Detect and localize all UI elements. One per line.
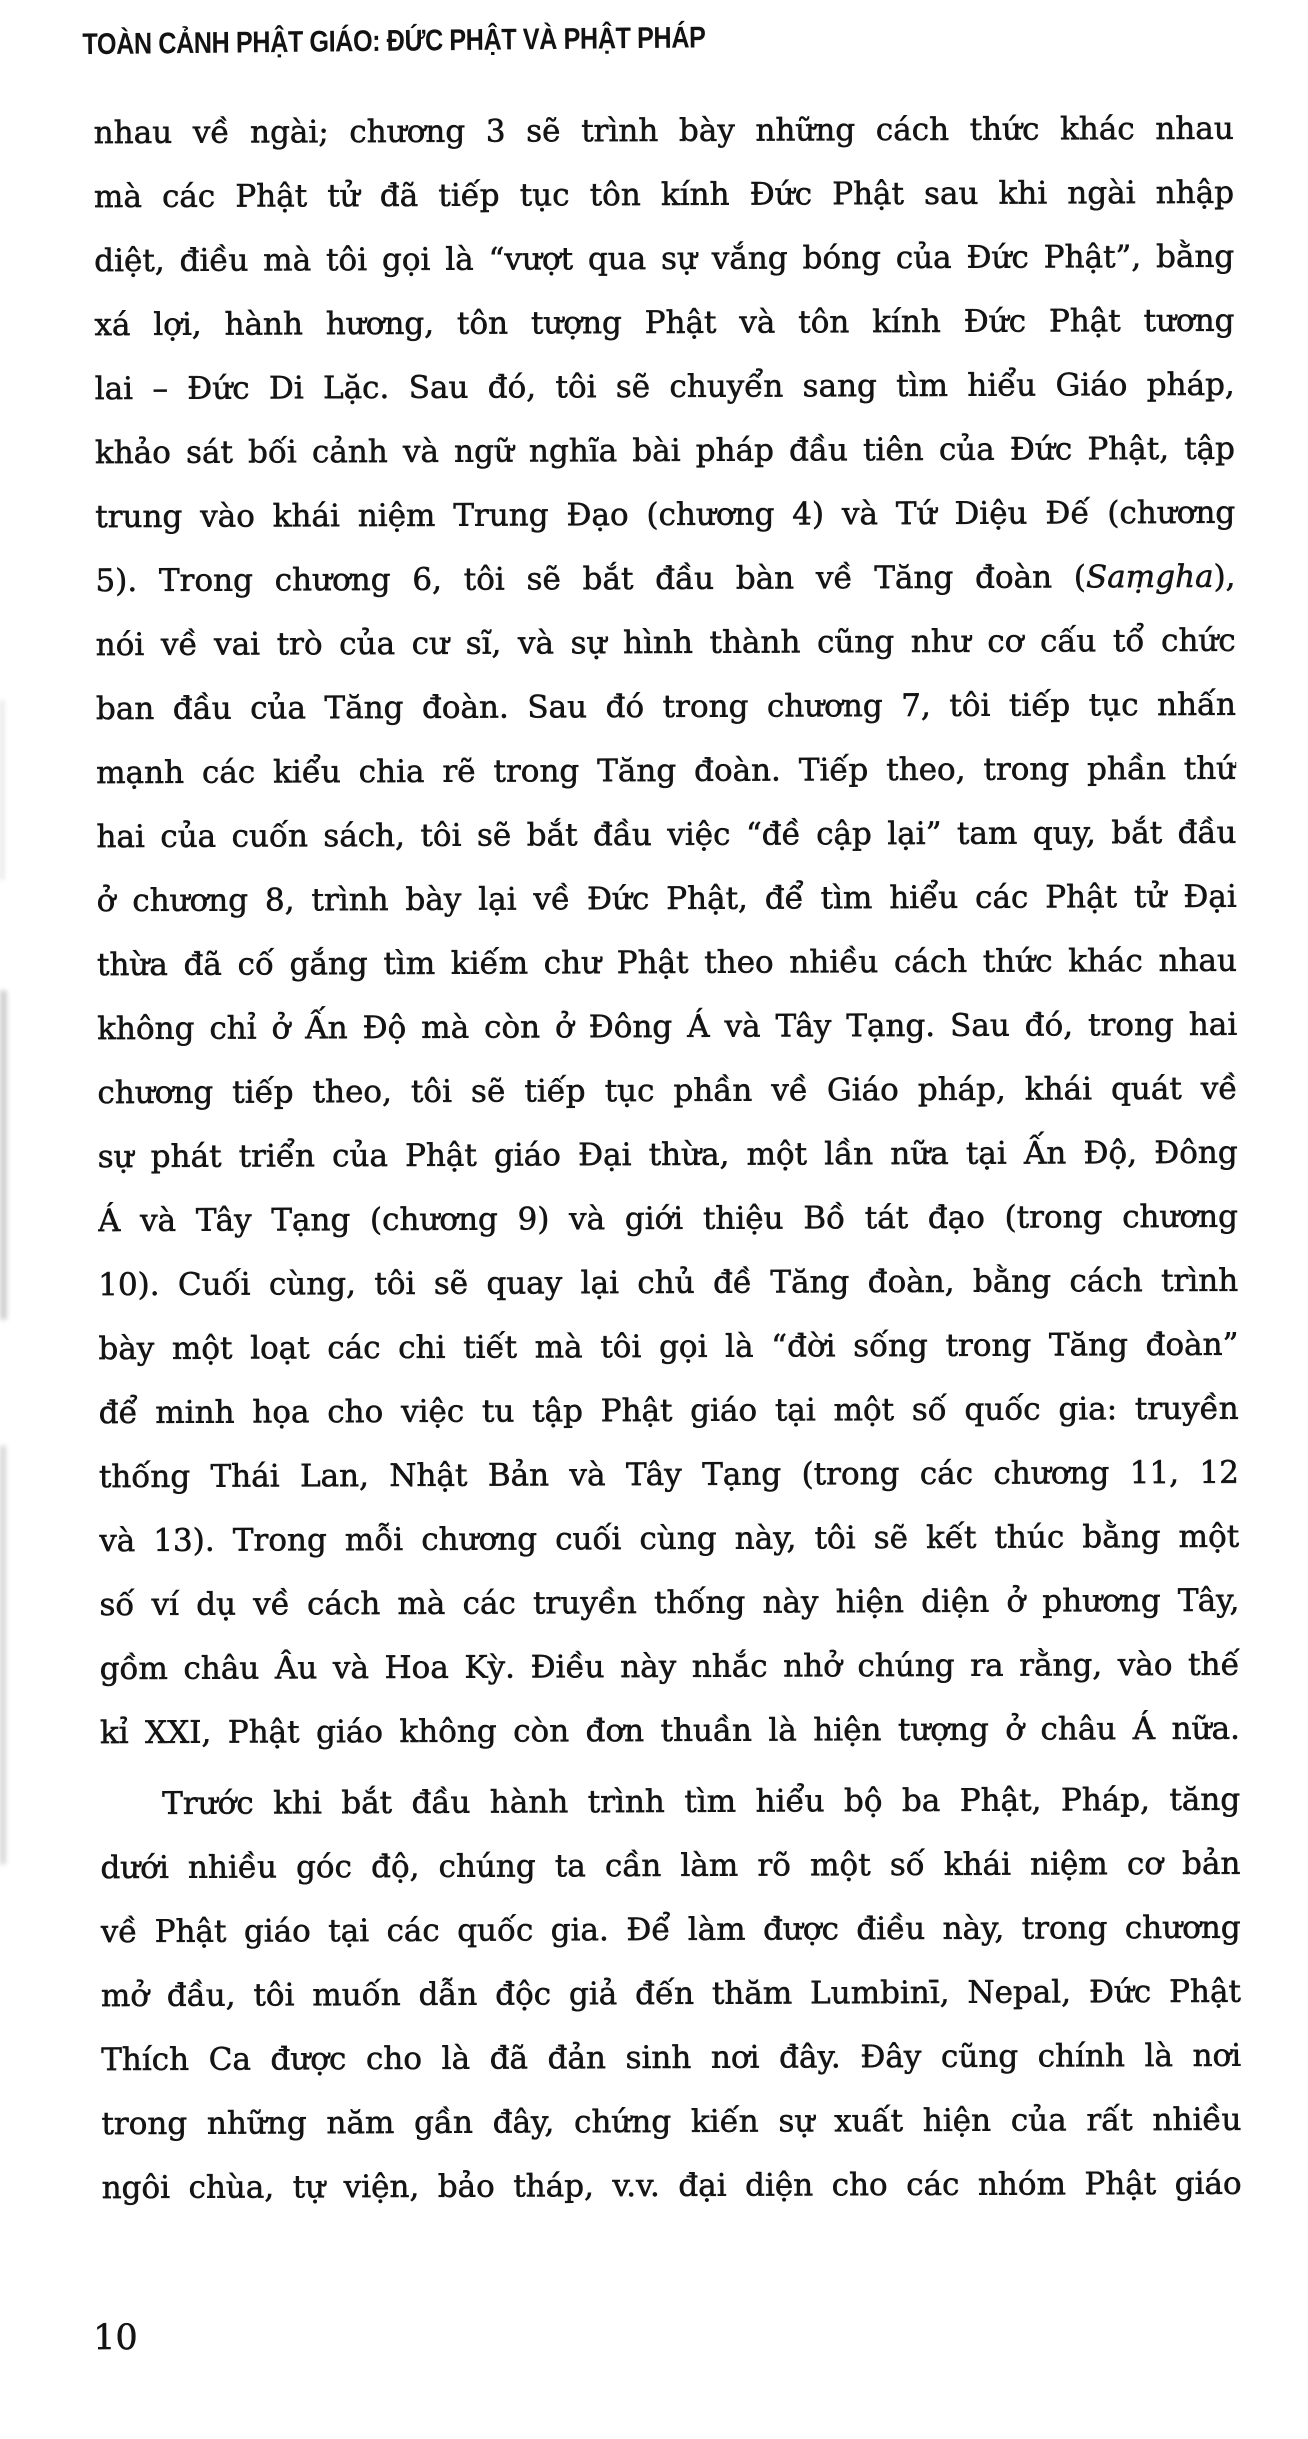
text-line (95, 481, 1235, 549)
text-line (98, 1185, 1238, 1253)
text-line (98, 1249, 1238, 1317)
text-segment: và 13). Trong mỗi chương cuối cùng này, tôi sẽ kết thúc bằng một (99, 1518, 1240, 1560)
text-segment: thừa đã cố gắng tìm kiếm chư Phật theo nhiều cách thức khác nhau (96, 942, 1238, 984)
text-line (99, 1505, 1239, 1573)
text-segment: nhau về ngài; chương 3 sẽ trình bày những cách thức khác nhau (93, 110, 1234, 152)
text-segment: Thích Ca được cho là đã đản sinh nơi đây. Đây cũng chính là nơi (101, 2037, 1242, 2079)
text-segment: thống Thái Lan, Nhật Bản và Tây Tạng (trong các chương 11, 12 (98, 1454, 1239, 1496)
text-segment: ban đầu của Tăng đoàn. Sau đó trong chương 7, tôi tiếp tục nhấn (95, 686, 1237, 728)
text-segment: diệt, điều mà tôi gọi là “vượt qua sự vắng bóng của Đức Phật”, bằng (94, 238, 1235, 280)
text-segment: trong những năm gần đây, chứng kiến sự xuất hiện của rất nhiều (101, 2101, 1242, 2143)
text-line (96, 609, 1236, 677)
text-segment: kỉ XXI, Phật giáo không còn đơn thuần là hiện tượng ở châu Á nữa. (99, 1710, 1240, 1752)
text-segment: hai của cuốn sách, tôi sẽ bắt đầu việc “đề cập lại” tam quy, bắt đầu (96, 814, 1237, 856)
text-segment: gồm châu Âu và Hoa Kỳ. Điều này nhắc nhở chúng ra rằng, vào thế (99, 1646, 1240, 1688)
text-line (99, 1441, 1239, 1509)
paragraph (94, 97, 1240, 1765)
text-line (95, 417, 1235, 485)
body-text (94, 97, 1242, 2220)
text-line (99, 1377, 1239, 1445)
text-segment: xá lợi, hành hương, tôn tượng Phật và tôn kính Đức Phật tương (94, 302, 1235, 344)
text-line (101, 2088, 1241, 2156)
text-segment: 10). Cuối cùng, tôi sẽ quay lại chủ đề Tăng đoàn, bằng cách trình (98, 1262, 1239, 1304)
text-line (94, 289, 1234, 357)
text-line (96, 737, 1236, 805)
text-line (101, 1960, 1241, 2028)
text-segment: nói về vai trò của cư sĩ, và sự hình thành cũng như cơ cấu tổ chức (95, 622, 1236, 664)
text-line (94, 225, 1234, 293)
text-segment: ngôi chùa, tự viện, bảo tháp, v.v. đại diện cho các nhóm Phật giáo (101, 2165, 1242, 2207)
text-line (98, 1313, 1238, 1381)
text-segment: về Phật giáo tại các quốc gia. Để làm được điều này, trong chương (100, 1909, 1241, 1951)
text-segment: Trước khi bắt đầu hành trình tìm hiểu bộ ba Phật, Pháp, tăng (162, 1781, 1241, 1822)
text-line (96, 801, 1236, 869)
page-number: 10 (93, 2317, 138, 2359)
text-segment: mở đầu, tôi muốn dẫn độc giả đến thăm Lumbinī, Nepal, Đức Phật (100, 1973, 1241, 2015)
text-line (97, 929, 1237, 997)
text-segment: 5). Trong chương 6, tôi sẽ bắt đầu bàn về Tăng đoàn ( (95, 559, 1087, 600)
text-line (97, 1057, 1237, 1125)
italic-text-segment: Saṃgha (1085, 558, 1214, 596)
text-line (100, 1832, 1240, 1900)
text-segment: chương tiếp theo, tôi sẽ tiếp tục phần về Giáo pháp, khái quát về (97, 1070, 1238, 1112)
text-segment: ở chương 8, trình bày lại về Đức Phật, để tìm hiểu các Phật tử Đại (96, 878, 1237, 920)
text-segment: để minh họa cho việc tu tập Phật giáo tại một số quốc gia: truyền (98, 1390, 1239, 1432)
text-segment: Á và Tây Tạng (chương 9) và giới thiệu Bồ tát đạo (trong chương (97, 1198, 1239, 1240)
text-segment: mạnh các kiểu chia rẽ trong Tăng đoàn. Tiếp theo, trong phần thứ (96, 750, 1237, 792)
text-segment: sự phát triển của Phật giáo Đại thừa, một lần nữa tại Ấn Độ, Đông (97, 1134, 1238, 1176)
text-segment: lai – Đức Di Lặc. Sau đó, tôi sẽ chuyển sang tìm hiểu Giáo pháp, (94, 366, 1235, 408)
text-segment: số ví dụ về cách mà các truyền thống này hiện diện ở phương Tây, (99, 1582, 1240, 1624)
text-line (102, 2152, 1242, 2220)
text-line (100, 1633, 1240, 1701)
text-line (94, 161, 1234, 229)
text-line (95, 353, 1235, 421)
text-segment: ), (1213, 558, 1236, 595)
running-header: TOÀN CẢNH PHẬT GIÁO: ĐỨC PHẬT VÀ PHẬT PHÁP (82, 21, 706, 62)
text-line (100, 1768, 1240, 1836)
text-line (97, 993, 1237, 1061)
text-line (99, 1569, 1239, 1637)
text-segment: mà các Phật tử đã tiếp tục tôn kính Đức Phật sau khi ngài nhập (93, 174, 1235, 216)
text-segment: trung vào khái niệm Trung Đạo (chương 4) và Tứ Diệu Đế (chương (95, 494, 1236, 536)
text-line (96, 673, 1236, 741)
text-line (101, 1896, 1241, 1964)
text-line (94, 97, 1234, 165)
text-line (101, 2024, 1241, 2092)
text-segment: khảo sát bối cảnh và ngữ nghĩa bài pháp đầu tiên của Đức Phật, tập (94, 430, 1236, 472)
text-segment: dưới nhiều góc độ, chúng ta cần làm rõ một số khái niệm cơ bản (100, 1845, 1241, 1887)
text-line (97, 865, 1237, 933)
text-line (100, 1697, 1240, 1765)
paragraph (100, 1768, 1242, 2220)
text-line (98, 1121, 1238, 1189)
text-segment: không chỉ ở Ấn Độ mà còn ở Đông Á và Tây Tạng. Sau đó, trong hai (97, 1006, 1238, 1048)
text-segment: bày một loạt các chi tiết mà tôi gọi là “đời sống trong Tăng đoàn” (98, 1326, 1239, 1368)
text-line (95, 545, 1235, 613)
